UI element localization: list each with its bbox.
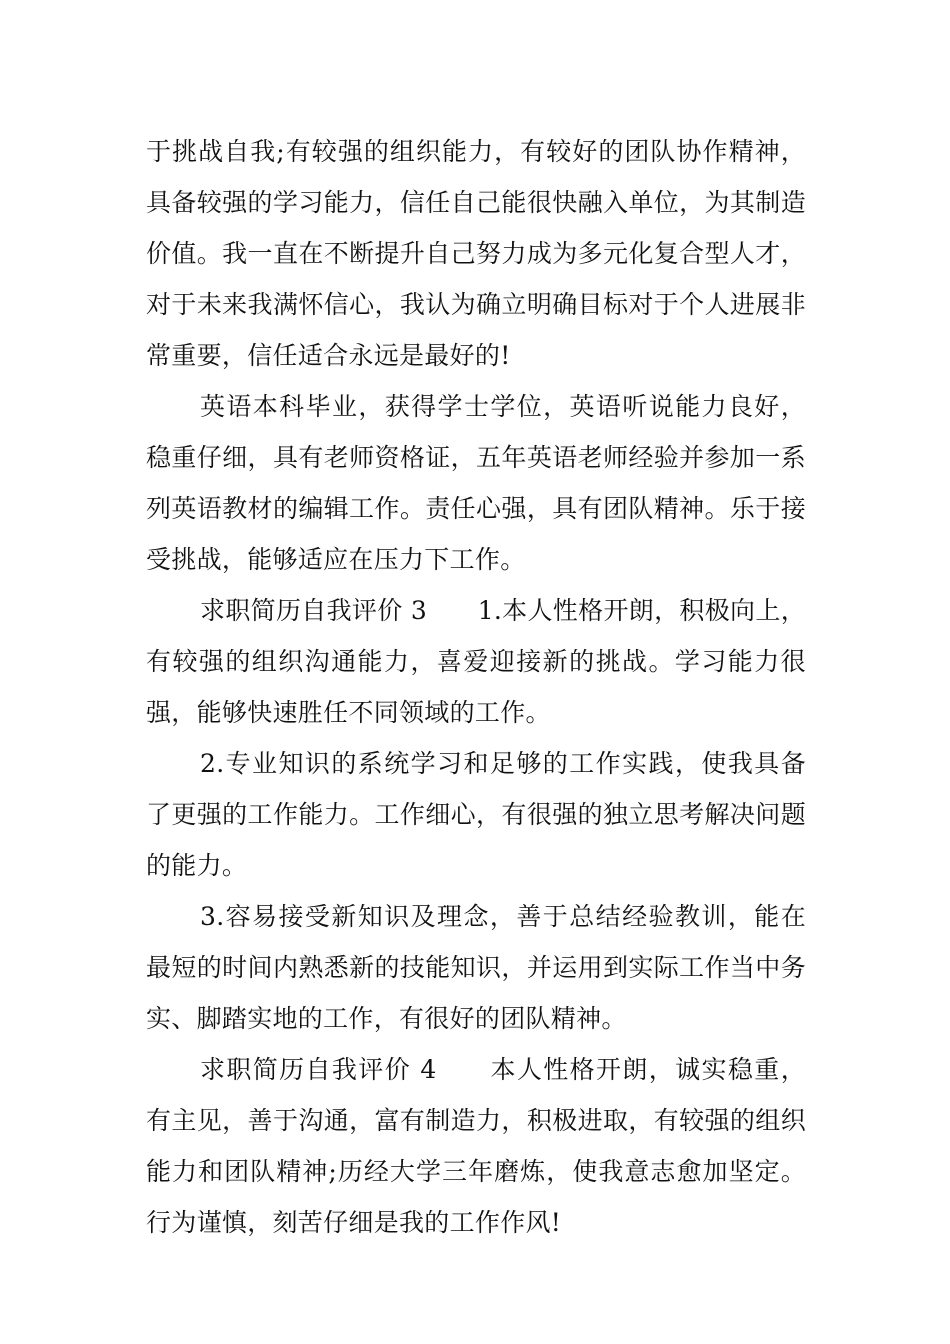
paragraph-3: 求职简历自我评价 3 1.本人性格开朗，积极向上，有较强的组织沟通能力，喜爱迎接新的挑战。学习能力很强，能够快速胜任不同领域的工作。 [146, 596, 806, 727]
paragraph-6: 求职简历自我评价 4 本人性格开朗，诚实稳重，有主见，善于沟通，富有制造力，积极进取，有较强的组织能力和团队精神;历经大学三年磨炼，使我意志愈加坚定。行为谨慎，刻苦仔细是我的工作作风! [146, 1055, 806, 1237]
paragraph-4: 2.专业知识的系统学习和足够的工作实践，使我具备了更强的工作能力。工作细心，有很强的独立思考解决问题的能力。 [146, 749, 806, 880]
document-body [146, 126, 806, 1248]
paragraph-1: 于挑战自我;有较强的组织能力，有较好的团队协作精神，具备较强的学习能力，信任自己能很快融入单位，为其制造价值。我一直在不断提升自己努力成为多元化复合型人才，对于未来我满怀信心，我认为确立明确目标对于个人进展非常重要，信任适合永远是最好的! [146, 137, 806, 370]
paragraph-2: 英语本科毕业，获得学士学位，英语听说能力良好，稳重仔细，具有老师资格证，五年英语老师经验并参加一系列英语教材的编辑工作。责任心强，具有团队精神。乐于接受挑战，能够适应在压力下工作。 [146, 392, 806, 574]
paragraph-5: 3.容易接受新知识及理念，善于总结经验教训，能在最短的时间内熟悉新的技能知识，并运用到实际工作当中务实、脚踏实地的工作，有很好的团队精神。 [146, 902, 806, 1033]
